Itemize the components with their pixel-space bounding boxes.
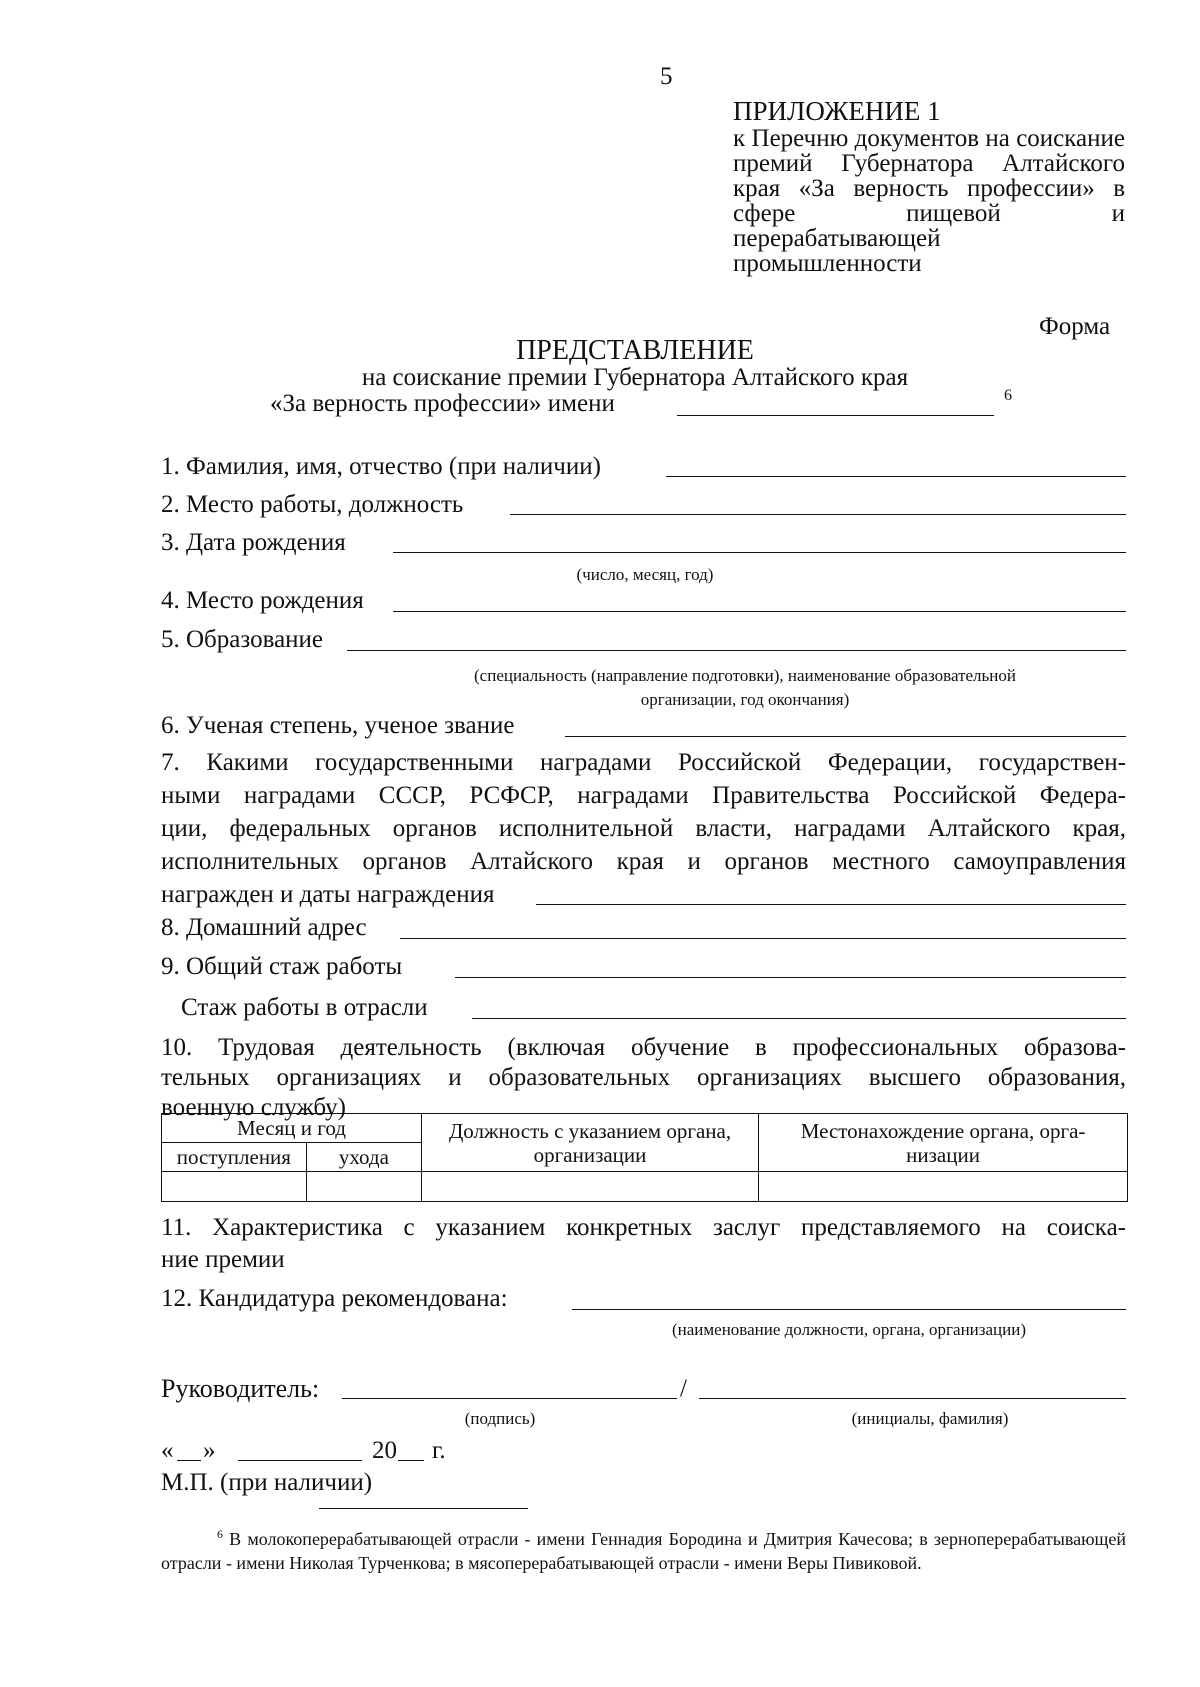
footnote-divider (319, 1508, 528, 1509)
col-position-line-1: Должность с указанием органа, (448, 1118, 732, 1143)
field-birth-place-line[interactable] (393, 611, 1126, 612)
seal-label: М.П. (при наличии) (161, 1469, 373, 1496)
field-career-line-1: 10. Трудовая деятельность (включая обучение в профессиональных образова- (161, 1034, 1126, 1061)
field-characteristic-line-1: 11. Характеристика с указанием конкретных заслуг представляемого на соиска- (161, 1214, 1126, 1241)
col-location (759, 1114, 1128, 1172)
field-degree-label: 6. Ученая степень, ученое звание (161, 712, 515, 739)
signature-slash: / (680, 1375, 687, 1402)
field-education-label: 5. Образование (161, 626, 324, 653)
footnote-text: В молокоперерабатывающей отрасли - имени Геннадия Бородина и Дмитрия Качесова; в зерноперерабатывающей отрасли - имени Николая Турченкова; в мясоперерабатывающей отрасли - имени Веры Пивиковой. (161, 1529, 1127, 1573)
field-full-name-line[interactable] (666, 476, 1126, 477)
signature-hint: (подпись) (464, 1409, 536, 1428)
appendix-body: к Перечню документов на соискание премий Губернатора Алтайского края «За верность профессии» в сфере пищевой и перерабатывающей промышленности (733, 125, 1125, 277)
date-year-prefix: 20 (372, 1437, 397, 1464)
field-recommended-hint: (наименование должности, органа, организации) (672, 1320, 1026, 1339)
field-education-hint-1: (специальность (направление подготовки), наименование образовательной (474, 666, 1016, 685)
table-cell-location[interactable] (759, 1172, 1128, 1202)
col-month-year: Месяц и год (162, 1114, 422, 1143)
field-recommended-label: 12. Кандидатура рекомендована: (161, 1285, 508, 1312)
footnote-mark: 6 (1004, 387, 1012, 404)
field-career-line-3: военную службу) (161, 1094, 346, 1121)
field-birth-date-label: 3. Дата рождения (161, 529, 346, 556)
career-table (161, 1113, 1128, 1202)
field-awards-line-4: исполнительных органов Алтайского края и органов местного самоуправления (161, 848, 1126, 875)
field-career-line-2: тельных организациях и образовательных организациях высшего образования, (161, 1064, 1126, 1091)
field-degree-line[interactable] (565, 736, 1126, 737)
field-experience-label: 9. Общий стаж работы (161, 953, 403, 980)
footnote (161, 1522, 1126, 1575)
field-industry-experience-label: Стаж работы в отрасли (181, 994, 428, 1021)
name-blank-line[interactable] (677, 415, 994, 416)
field-industry-experience-line[interactable] (472, 1018, 1126, 1019)
col-location-line-2: низации (906, 1142, 980, 1167)
field-birth-place-label: 4. Место рождения (161, 587, 364, 614)
table-row[interactable] (162, 1172, 1128, 1202)
date-close-quote: » (203, 1437, 216, 1464)
field-workplace-line[interactable] (510, 514, 1126, 515)
form-label: Форма (1039, 313, 1111, 340)
page-number: 5 (660, 63, 673, 90)
field-awards-line-1: 7. Какими государственными наградами Российской Федерации, государствен- (161, 749, 1126, 776)
table-cell-leaving[interactable] (306, 1172, 421, 1202)
col-admission: поступления (162, 1143, 307, 1172)
footnote-number: 6 (217, 1527, 223, 1541)
field-awards-line-2: ными наградами СССР, РСФСР, наградами Правительства Российской Федера- (161, 782, 1126, 809)
table-cell-position[interactable] (421, 1172, 758, 1202)
field-address-label: 8. Домашний адрес (161, 914, 367, 941)
field-birth-date-hint: (число, месяц, год) (576, 565, 714, 584)
initials-line[interactable] (699, 1398, 1126, 1399)
signature-line[interactable] (342, 1398, 677, 1399)
date-year-suffix: г. (432, 1437, 446, 1464)
field-birth-date-line[interactable] (393, 552, 1126, 553)
document-title: ПРЕДСТАВЛЕНИЕ (516, 335, 754, 366)
date-year-line[interactable] (398, 1460, 424, 1461)
col-location-line-1: Местонахождение органа, орга- (800, 1118, 1086, 1143)
field-experience-line[interactable] (455, 977, 1126, 978)
field-characteristic-line-2: ние премии (161, 1246, 285, 1273)
appendix-title: ПРИЛОЖЕНИЕ 1 (733, 96, 941, 126)
field-workplace-label: 2. Место работы, должность (161, 491, 464, 518)
col-position-line-2: организации (533, 1142, 647, 1167)
appendix-block (733, 96, 1125, 276)
field-education-line[interactable] (347, 650, 1126, 651)
date-month-line[interactable] (238, 1460, 362, 1461)
heading-line-2: «За верность профессии» имени (270, 390, 615, 417)
field-recommended-line[interactable] (572, 1309, 1126, 1310)
field-education-hint-2: организации, год окончания) (640, 690, 850, 709)
date-day-line[interactable] (177, 1460, 201, 1461)
field-address-line[interactable] (400, 938, 1126, 939)
head-label: Руководитель: (161, 1374, 320, 1403)
col-position (421, 1114, 758, 1172)
col-leaving: ухода (306, 1143, 421, 1172)
table-cell-admission[interactable] (162, 1172, 307, 1202)
field-awards-line-3: ции, федеральных органов исполнительной власти, наградами Алтайского края, (161, 815, 1126, 842)
field-awards-line-5: награжден и даты награждения (161, 881, 495, 908)
initials-hint: (инициалы, фамилия) (851, 1409, 1009, 1428)
heading-line-1: на соискание премии Губернатора Алтайского края (361, 364, 909, 391)
date-open-quote: « (161, 1437, 174, 1464)
field-full-name-label: 1. Фамилия, имя, отчество (при наличии) (161, 453, 601, 480)
field-awards-line[interactable] (536, 904, 1126, 905)
